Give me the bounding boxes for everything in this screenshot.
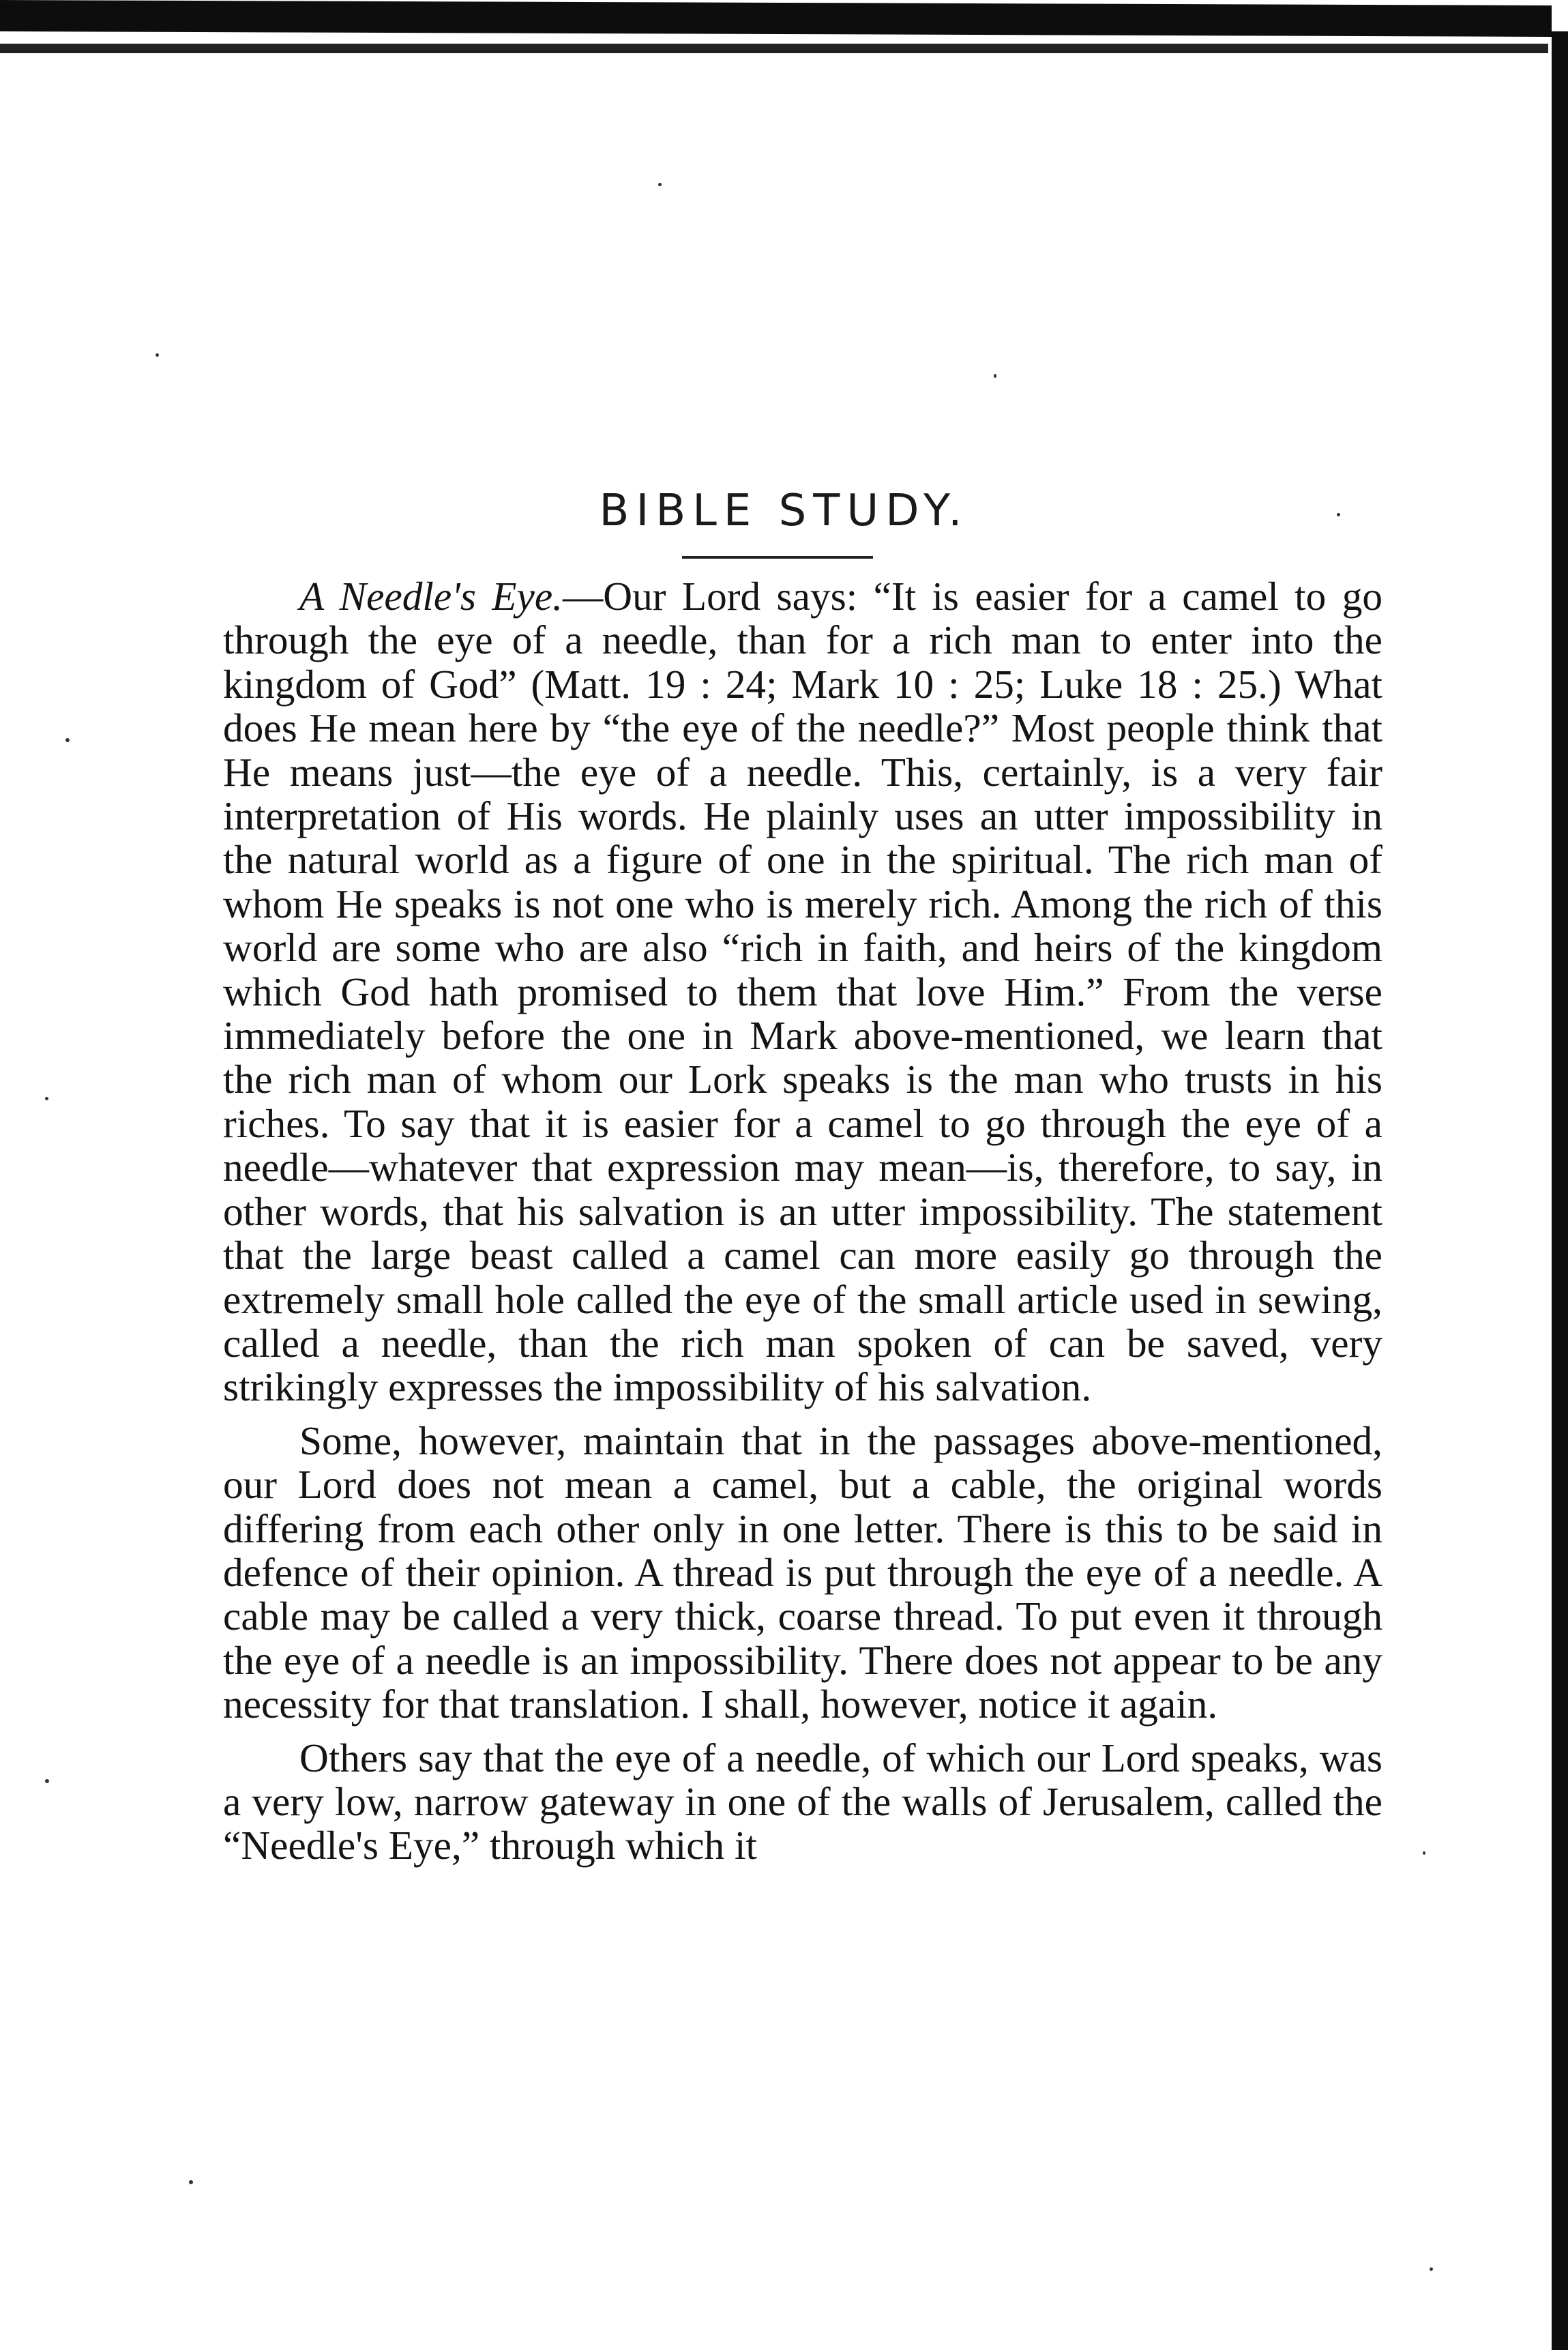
- print-speck: [189, 2180, 193, 2184]
- paragraph-lead-title: A Needle's Eye.: [299, 574, 563, 619]
- paragraph-text: —Our Lord says: “It is easier for a camel to go through the eye of a needle, than for a rich man to enter into the kingdom of God” (Matt. 19 : 24; Mark 10 : 25; Luke 18 : 25.) What does He mean here by “the eye of the needle?” Most people think that He means just—the eye of a needle. This, certainly, is a very fair interpretation of His words. He plainly uses an utter impossibility in the natural world as a figure of one in the spiritual. The rich man of whom He speaks is not one who is merely rich. Among the rich of this world are some who are also “rich in faith, and heirs of the kingdom which God hath promised to them that love Him.” From the verse immediately before the one in Mark above-mentioned, we learn that the rich man of whom our Lork speaks is the man who trusts in his riches. To say that it is easier for a camel to go through the eye of a needle—whatever that expression may mean—is, therefore, to say, in other words, that his salvation is an utter impossibility. The statement that the large beast called a camel can more easily go through the extremely small hole called the eye of the small article used in sewing, called a needle, than the rich man spoken of can be saved, very strikingly expresses the impossibility of his salvation.: [223, 574, 1382, 1410]
- print-speck: [45, 1097, 48, 1100]
- print-speck: [658, 183, 662, 186]
- print-speck: [994, 374, 996, 378]
- print-speck: [45, 1779, 49, 1783]
- print-speck: [1430, 2267, 1433, 2271]
- page-heading: BIBLE STUDY.: [599, 486, 969, 536]
- paragraph-text: Some, however, maintain that in the passages above-mentioned, our Lord does not mean a camel, but a cable, the original words differing from each other only in one letter. There is this to be said in defence of their opinion. A thread is put through the eye of a needle. A cable may be called a very thick, coarse thread. To put even it through the eye of a needle is an impossibility. There does not appear to be any necessity for that translation. I shall, however, notice it again.: [223, 1418, 1382, 1727]
- paragraph-gateway: [223, 1736, 1382, 1868]
- paragraph-needles-eye: [223, 574, 1382, 1409]
- top-border-rule-thin: [0, 44, 1548, 53]
- heading-divider: [682, 556, 873, 559]
- print-speck: [65, 738, 70, 742]
- right-border-bar: [1552, 31, 1568, 2350]
- print-speck: [156, 353, 159, 357]
- print-speck: [1423, 1851, 1425, 1855]
- paragraph-text: Others say that the eye of a needle, of which our Lord speaks, was a very low, narrow gateway in one of the walls of Jerusalem, called the “Needle's Eye,” through which it: [223, 1735, 1382, 1868]
- article-body: [223, 574, 1382, 1877]
- paragraph-camel-cable: [223, 1419, 1382, 1727]
- top-border-rule: [0, 0, 1552, 37]
